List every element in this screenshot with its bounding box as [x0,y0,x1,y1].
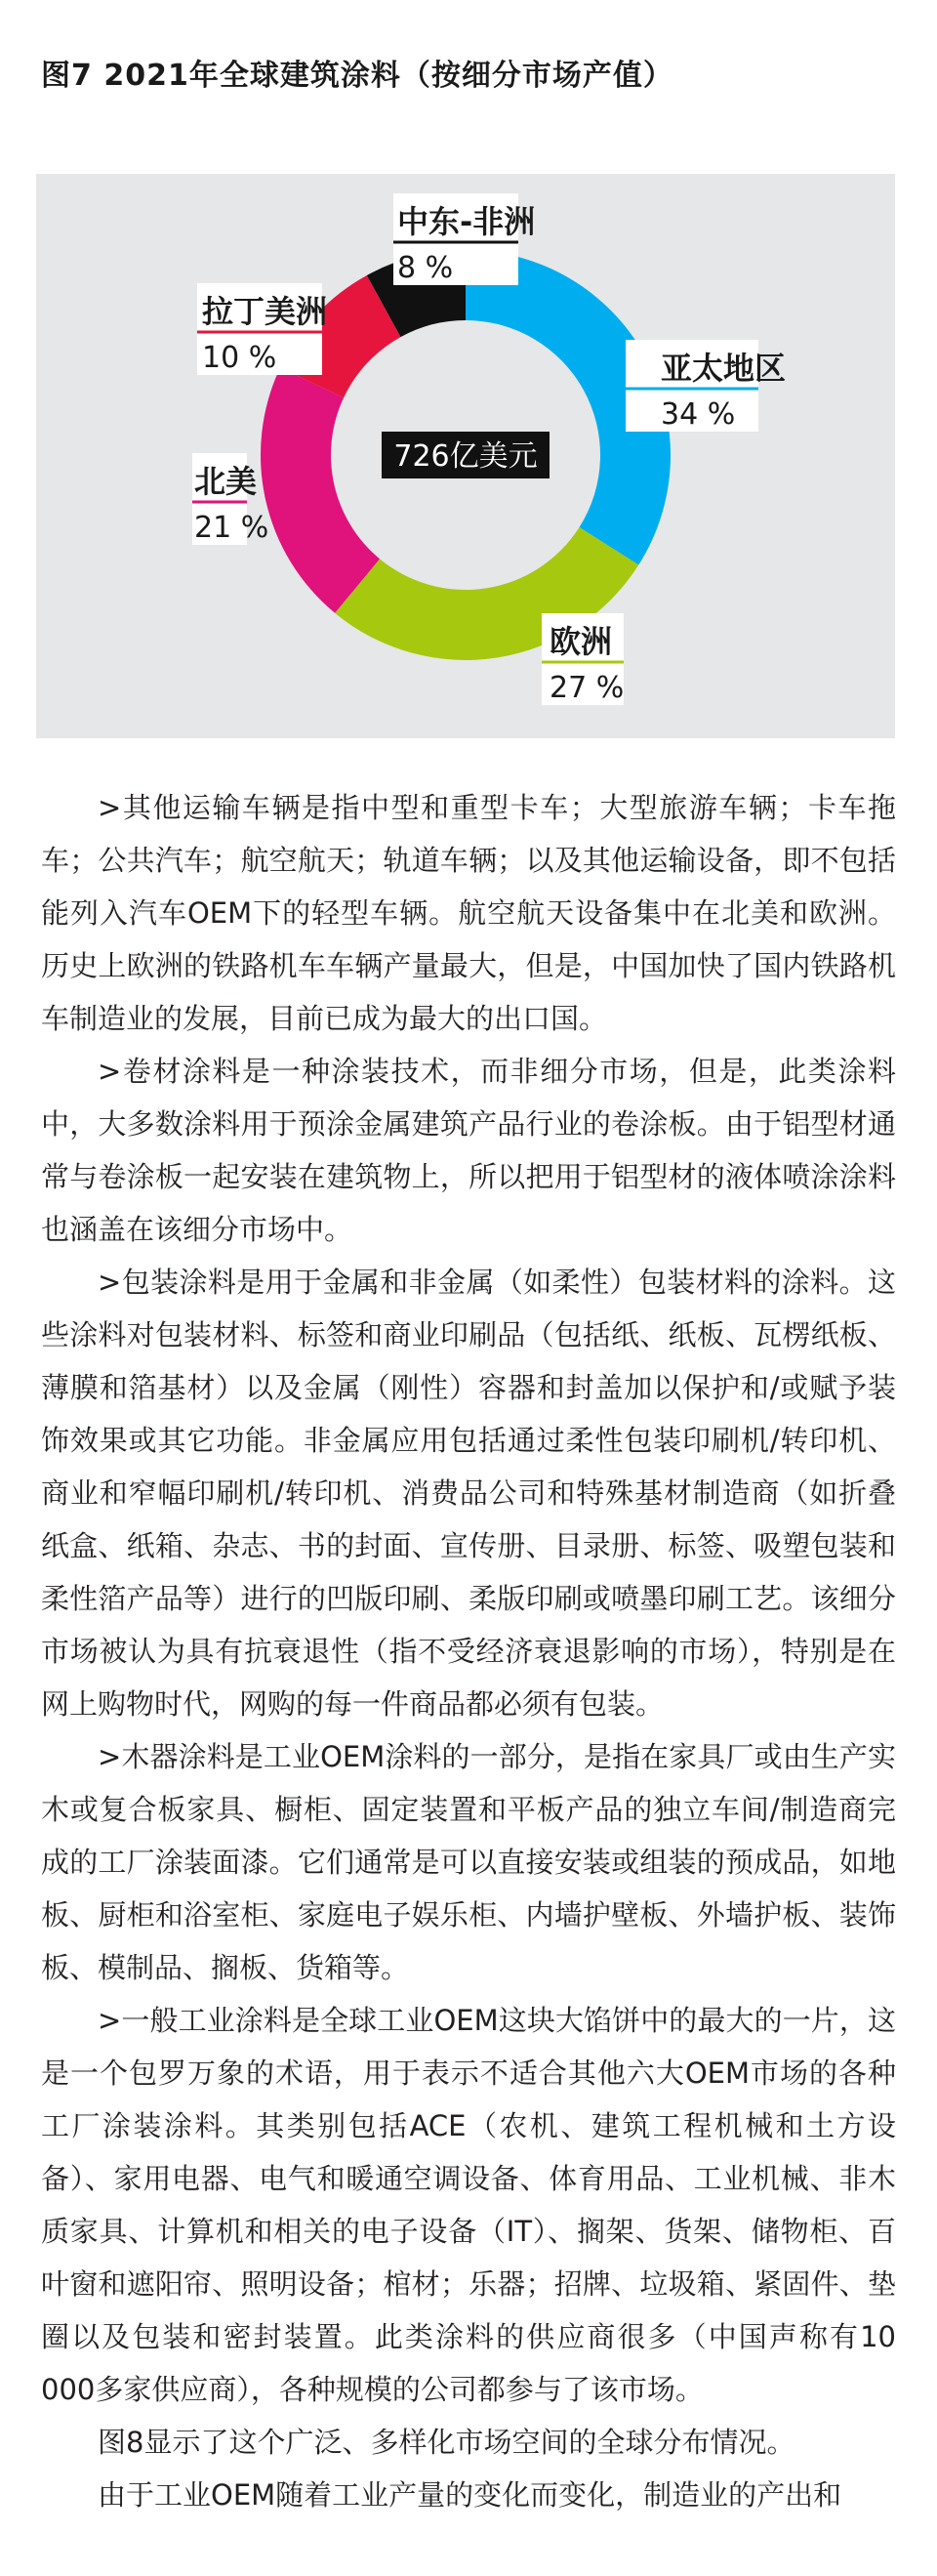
slice-value-label-3: 10 % [202,341,277,375]
paragraph-figure-8-note: 图8显示了这个广泛、多样化市场空间的全球分布情况。 [98,2426,795,2459]
paragraph-packaging-coatings: >包装涂料是用于金属和非金属（如柔性）包装材料的涂料。这些涂料对包装材料、标签和商业印刷品（包括纸、纸板、瓦楞纸板、薄膜和箔基材）以及金属（刚性）容器和封盖加以保护和/或赋予装饰效果或其它功能。非金属应用包括通过柔性包装印刷机/转印机、商业和窄幅印刷机/转印机、消费品公司和特殊基材制造商（如折叠纸盒、纸箱、杂志、书的封面、宣传册、目录册、标签、吸塑包装和柔性箔产品等）进行的凹版印刷、柔版印刷或喷墨印刷工艺。该细分市场被认为具有抗衰退性（指不受经济衰退影响的市场），特别是在网上购物时代，网购的每一件商品都必须有包装。 [41,1266,896,1721]
slice-value-label-1: 27 % [550,671,625,705]
paragraph-wood-coatings: >木器涂料是工业OEM涂料的一部分，是指在家具厂或由生产实木或复合板家具、橱柜、固定装置和平板产品的独立车间/制造商完成的工厂涂装面漆。它们通常是可以直接安装或组装的预成品，如地板、厨柜和浴室柜、家庭电子娱乐柜、内墙护壁板、外墙护板、装饰板、模制品、搁板、货箱等。 [41,1740,896,1984]
slice-value-label-0: 34 % [661,397,736,432]
center-total-label: 726亿美元 [393,439,538,474]
slice-2 [261,368,380,613]
donut-chart [36,174,895,738]
slice-value-label-2: 21 % [194,511,269,545]
paragraph-general-industrial: >一般工业涂料是全球工业OEM这块大馅饼中的最大的一片，这是一个包罗万象的术语，用于表示不适合其他六大OEM市场的各种工厂涂装涂料。其类别包括ACE（农机、建筑工程机械和土方设备）、家用电器、电气和暖通空调设备、体育用品、工业机械、非木质家具、计算机和相关的电子设备（IT）、搁架、货架、储物柜、百叶窗和遮阳帘、照明设备；棺材；乐器；招牌、垃圾箱、紧固件、垫圈以及包装和密封装置。此类涂料的供应商很多（中国声称有10 000多家供应商），各种规模的公司都参与了该市场。 [41,2004,896,2406]
slice-value-label-4: 8 % [397,251,454,285]
paragraph-coil-coatings: >卷材涂料是一种涂装技术，而非细分市场，但是，此类涂料中，大多数涂料用于预涂金属建筑产品行业的卷涂板。由于铝型材通常与卷涂板一起安装在建筑物上，所以把用于铝型材的液体喷涂涂料也涵盖在该细分市场中。 [41,1055,896,1246]
slice-name-label-1: 欧洲 [550,623,613,660]
paragraph-other-transport: >其他运输车辆是指中型和重型卡车；大型旅游车辆；卡车拖车；公共汽车；航空航天；轨道车辆；以及其他运输设备，即不包括能列入汽车OEM下的轻型车辆。航空航天设备集中在北美和欧洲。历史上欧洲的铁路机车车辆产量最大，但是，中国加快了国内铁路机车制造业的发展，目前已成为最大的出口国。 [41,791,896,1035]
slice-name-label-3: 拉丁美洲 [202,293,328,330]
donut-chart-panel [36,174,895,738]
paragraph-industrial-oem-output: 由于工业OEM随着工业产量的变化而变化，制造业的产出和 [98,2478,842,2512]
article-body [41,781,896,2521]
slice-name-label-0: 亚太地区 [661,350,787,387]
slice-name-label-4: 中东-非洲 [397,203,536,240]
figure-title: 图7 2021年全球建筑涂料（按细分市场产值） [41,59,673,93]
slice-name-label-2: 北美 [194,463,258,500]
